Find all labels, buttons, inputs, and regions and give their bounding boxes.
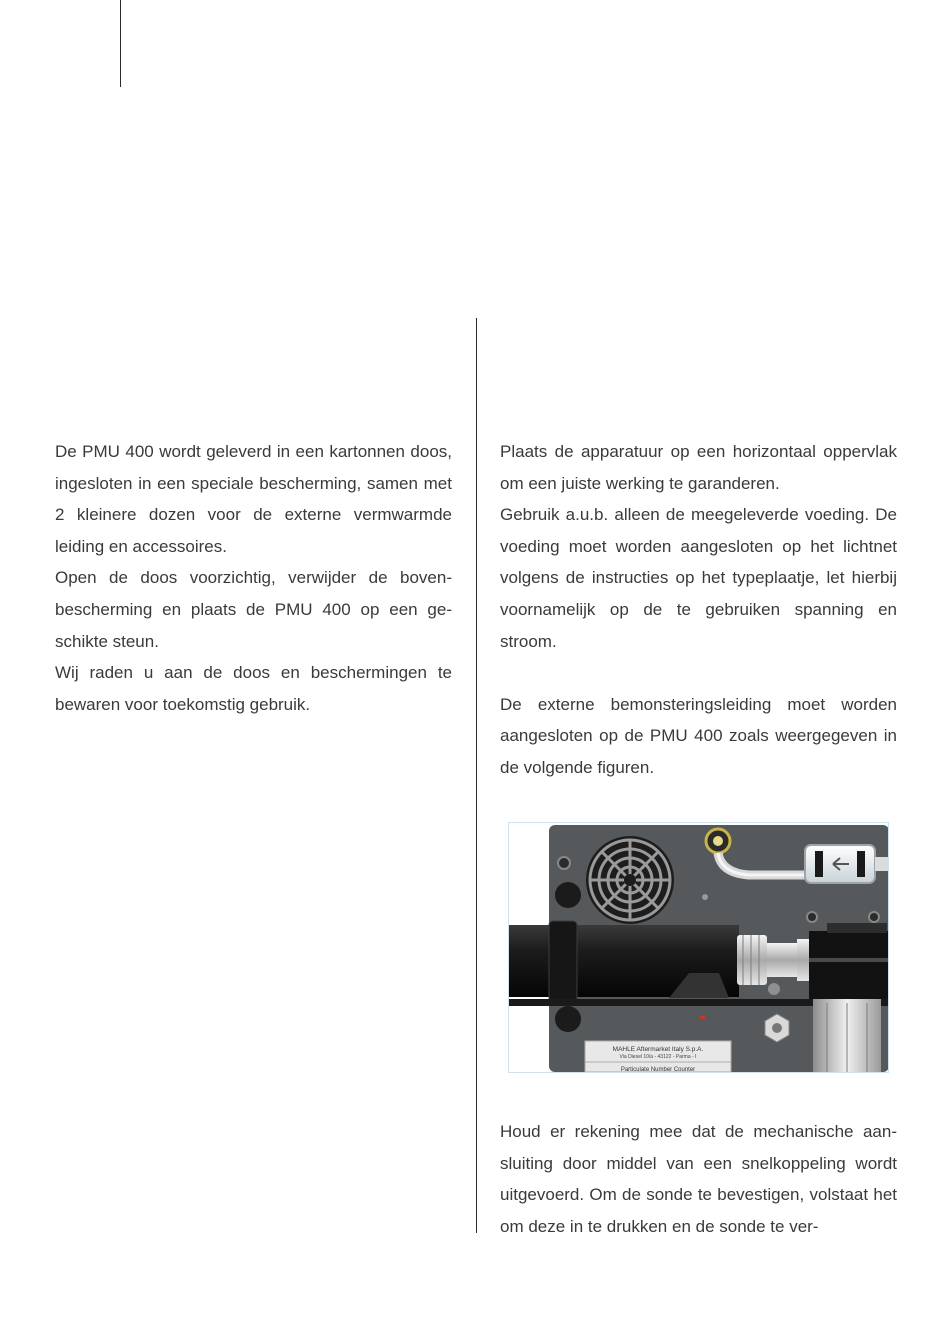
type-plate-line-2: Via Diesel 10/a - 43122 - Parma - I: [619, 1054, 697, 1060]
right-paragraph-1: Plaats de apparatuur op een horizontaal oppervlak om een juiste werking te garanderen.: [500, 442, 897, 493]
device-connection-photo: [508, 822, 889, 1073]
column-divider-rule: [476, 318, 477, 1233]
screw-icon: [768, 983, 780, 995]
right-paragraph-3: De externe bemonsteringsleiding moet worden aangesloten op de PMU 400 zoals weergegeven in de volgende figuren.: [500, 694, 897, 777]
screw-icon: [807, 912, 817, 922]
left-paragraph-3: Wij raden u aan de doos en beschermingen te bewaren voor toekomstig gebruik.: [55, 663, 452, 714]
left-paragraph-2: Open de doos voorzichtig, verwijder de bovenbescherming en plaats de PMU 400 op een geschikte steun.: [55, 568, 452, 651]
left-column: [55, 436, 452, 720]
inline-filter-icon: [805, 845, 888, 883]
right-column: [500, 436, 897, 784]
right-bottom-paragraph: Houd er rekening mee dat de mechanische aansluiting door middel van een snelkoppeling wordt uitgevoerd. Om de sonde te bevestigen, volstaat het om deze in te drukken en de sonde te ver-: [500, 1122, 897, 1236]
fan-icon: [586, 836, 674, 924]
knob-icon: [555, 882, 581, 908]
right-bottom-column: [500, 1116, 897, 1242]
device-illustration: [509, 823, 888, 1072]
type-plate: [585, 1041, 731, 1072]
knob-icon: [555, 1006, 581, 1032]
left-paragraph-1: De PMU 400 wordt geleverd in een kartonnen doos, ingesloten in een speciale bescherming, samen met 2 kleinere dozen voor de externe vermwarmde leiding en accessoires.: [55, 442, 452, 556]
screw-icon: [558, 857, 570, 869]
sensor-cylinder-icon: [809, 923, 888, 1072]
screw-icon: [869, 912, 879, 922]
right-paragraph-2: Gebruik a.u.b. alleen de meegeleverde voeding. De voeding moet worden aangesloten op het lichtnet volgens de instructies op het typeplaatje, let hierbij voornamelijk op de te gebruiken spanning en stroom.: [500, 505, 897, 651]
type-plate-line-1: MAHLE Aftermarket Italy S.p.A.: [612, 1046, 704, 1053]
top-left-vertical-rule: [120, 0, 121, 87]
type-plate-line-3: Particulate Number Counter: [620, 1067, 696, 1072]
